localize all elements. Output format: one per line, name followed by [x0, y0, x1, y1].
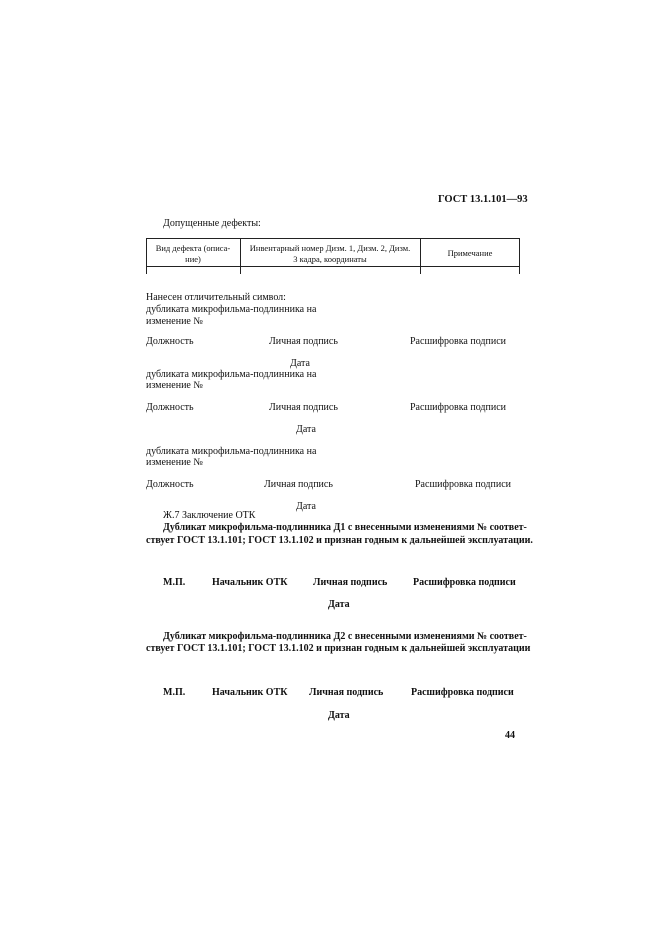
column-header-inventory-number: Инвентарный номер Дизм. 1, Дизм. 2, Дизм. 3 кадра, координаты [249, 243, 411, 265]
conclusion-d1-line2: ствует ГОСТ 13.1.101; ГОСТ 13.1.102 и признан годным к дальнейшей эксплуатации. [146, 535, 533, 546]
position-label: Должность [146, 402, 194, 413]
decoding-label: Расшифровка подписи [410, 402, 506, 413]
defects-title: Допущенные дефекты: [163, 218, 261, 229]
marking-block-line1: дубликата микрофильма-подлинника на [146, 446, 317, 457]
decoding-label: Расшифровка подписи [411, 687, 514, 698]
marking-block-line1: дубликата микрофильма-подлинника на [146, 304, 317, 315]
decoding-label: Расшифровка подписи [415, 479, 511, 490]
decoding-label: Расшифровка подписи [413, 577, 516, 588]
signature-label: Личная подпись [309, 687, 384, 698]
defects-table [146, 238, 520, 274]
conclusion-d2-line1: Дубликат микрофильма-подлинника Д2 с внесенными изменениями № соответ- [163, 631, 527, 642]
conclusion-d1-line1: Дубликат микрофильма-подлинника Д1 с внесенными изменениями № соответ- [163, 522, 527, 533]
signature-label: Личная подпись [264, 479, 333, 490]
conclusion-d2-line2: ствует ГОСТ 13.1.101; ГОСТ 13.1.102 и признан годным к дальнейшей эксплуатации [146, 643, 531, 654]
marking-block-line1: дубликата микрофильма-подлинника на [146, 369, 317, 380]
otk-chief-label: Начальник ОТК [212, 687, 288, 698]
signature-label: Личная подпись [269, 402, 338, 413]
decoding-label: Расшифровка подписи [410, 336, 506, 347]
signature-label: Личная подпись [269, 336, 338, 347]
stamp-label: М.П. [163, 577, 186, 588]
column-header-note: Примечание [447, 248, 493, 258]
stamp-label: М.П. [163, 687, 186, 698]
date-label: Дата [328, 599, 350, 610]
marking-title: Нанесен отличительный символ: [146, 292, 286, 303]
date-label: Дата [296, 424, 316, 435]
page-number: 44 [505, 730, 515, 741]
standard-header: ГОСТ 13.1.101—93 [438, 194, 528, 205]
otk-chief-label: Начальник ОТК [212, 577, 288, 588]
position-label: Должность [146, 336, 194, 347]
marking-block-line2: изменение № [146, 380, 203, 391]
conclusion-heading: Ж.7 Заключение ОТК [163, 510, 256, 521]
date-label: Дата [296, 501, 316, 512]
marking-block-line2: изменение № [146, 316, 203, 327]
column-header-defect-type: Вид дефекта (описа- ние) [155, 243, 231, 265]
date-label: Дата [290, 358, 310, 369]
marking-block-line2: изменение № [146, 457, 203, 468]
position-label: Должность [146, 479, 194, 490]
date-label: Дата [328, 710, 350, 721]
signature-label: Личная подпись [313, 577, 388, 588]
